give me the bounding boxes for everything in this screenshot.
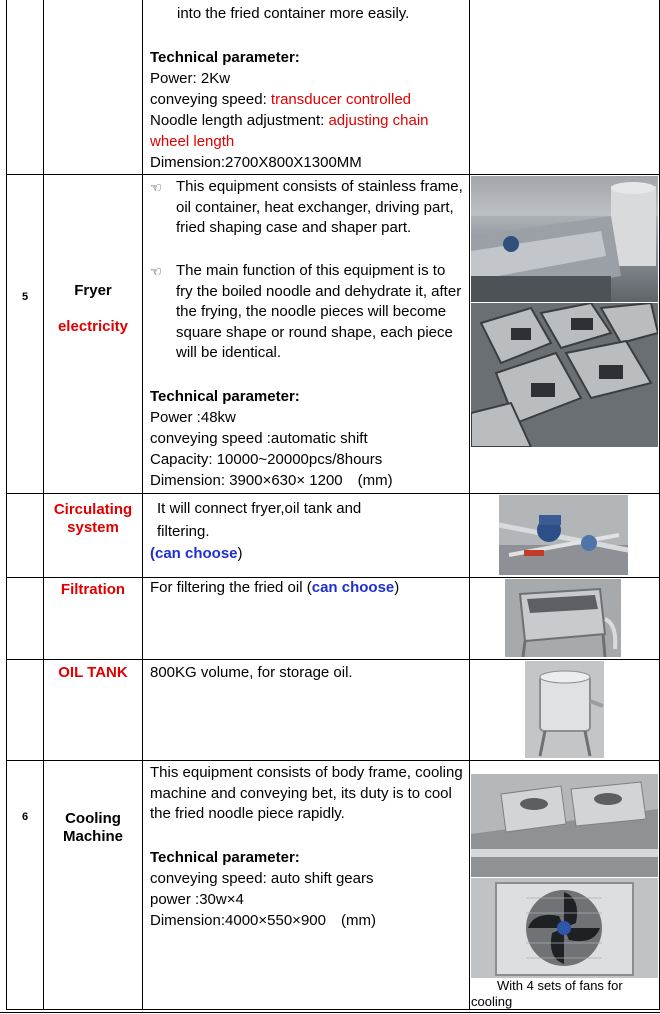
power-value: Power: 2Kw: [150, 70, 231, 87]
row-number: 6: [21, 811, 29, 823]
speed-line: [150, 90, 465, 111]
power-value: Power :48kw: [150, 409, 236, 426]
equipment-name: Filtration: [60, 581, 126, 598]
choose-label: can choose: [155, 545, 238, 562]
bullet-text: The main function of this equipment is to fry the boiled noodle and dehydrate it, after the frying, the noodle pieces will become square shape or round shape, each piece will be identical.: [176, 262, 462, 361]
length-value: adjusting chain wheel length: [150, 112, 429, 150]
params-title: Technical parameter:: [150, 49, 300, 66]
speed-value: conveying speed :automatic shift: [150, 430, 368, 447]
speed-value: transducer controlled: [270, 91, 411, 108]
description: This equipment consists of body frame, cooling machine and conveying bet, its duty is to cool the fried noodle piece rapidly.: [150, 764, 463, 822]
fryer-case-photo: [471, 303, 658, 447]
equipment-name: Circulating system: [53, 501, 133, 536]
filtration-photo: [505, 579, 621, 657]
length-line: [150, 111, 462, 152]
dimension-value: Dimension:4000×550×900 (mm): [150, 912, 376, 929]
speed-value: conveying speed: auto shift gears: [150, 870, 374, 887]
choose-note: (can choose): [150, 545, 243, 562]
bullet-item: [150, 261, 466, 364]
continued-text: into the fried container more easily.: [177, 5, 410, 22]
description: For filtering the fried oil (can choose): [150, 579, 400, 596]
cooling-machine-photo: [471, 774, 658, 877]
equipment-name: OIL TANK: [58, 664, 128, 681]
params-title: Technical parameter:: [150, 849, 300, 866]
oil-tank-photo: [525, 661, 604, 758]
pointing-hand-icon: ☜: [150, 264, 162, 279]
dimension-value: Dimension: 3900×630× 1200 (mm): [150, 472, 393, 489]
params-title: Technical parameter:: [150, 388, 300, 405]
row-number: 5: [21, 291, 29, 303]
power-value: power :30w×4: [150, 891, 244, 908]
length-label: Noodle length adjustment:: [150, 112, 329, 129]
bullet-item: [150, 177, 466, 239]
pointing-hand-icon: ☜: [150, 180, 162, 195]
fryer-line-photo: [471, 176, 658, 302]
circulating-photo: [499, 495, 628, 575]
dimension-value: Dimension:2700X800X1300MM: [150, 154, 362, 171]
description: It will connect fryer,oil tank and filtering.: [157, 500, 362, 540]
equipment-subname: electricity: [57, 318, 129, 335]
speed-label: conveying speed:: [150, 91, 271, 108]
bullet-text: This equipment consists of stainless frame, oil container, heat exchanger, driving part, fried shaping case and shaper part.: [176, 178, 463, 236]
equipment-name: Cooling Machine: [62, 810, 123, 845]
choose-label: can choose: [311, 579, 395, 596]
equipment-name: Fryer: [74, 282, 112, 299]
capacity-value: Capacity: 10000~20000pcs/8hours: [150, 451, 383, 468]
cooling-fan-photo: [471, 878, 658, 978]
photo-caption: With 4 sets of fans for cooling: [471, 978, 623, 1009]
description: 800KG volume, for storage oil.: [150, 664, 353, 681]
